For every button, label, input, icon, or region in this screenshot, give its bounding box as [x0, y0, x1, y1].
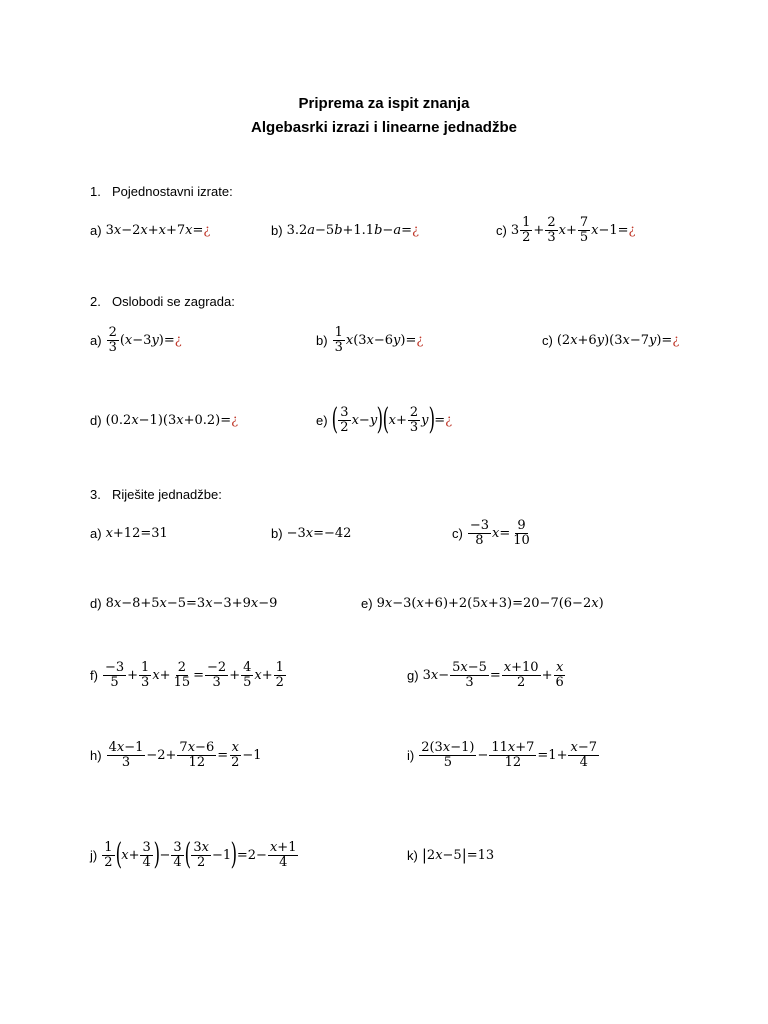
expression: 3.2 a −5 b +1.1 b − a = ¿	[286, 222, 419, 238]
problem-1c: c) 3 $\frac{1}{2}$ + $\frac{2}{3}$ x + $\frac{7}{5}$ x −1= ¿	[496, 214, 636, 245]
equation: 9 x −3( x +6)+2(5 x +3)=20−7(6−2 x )	[376, 595, 604, 611]
section-1-heading: 1. Pojednostavni izrate:	[90, 184, 233, 199]
worksheet-subtitle: Algebasrki izrazi i linearne jednadžbe	[251, 119, 517, 136]
section-3-heading: 3. Riješite jednadžbe:	[90, 487, 222, 502]
problem-3j: j) $\frac{1}{2}$ ( x + $\frac{3}{4}$ ) − $\frac{3}{4}$ ( $\frac{3x}{2}$ −1 ) =2− $\frac{x+1}{4}$	[90, 835, 299, 875]
equation: $\frac{-3}{5}$ + $\frac{1}{3}$ x + $\frac{2}{15}$ = $\frac{-2}{3}$ + $\frac{4}{5}$ x + $\frac{1}{2}$	[104, 659, 284, 690]
section-2-heading: 2. Oslobodi se zagrada:	[90, 294, 235, 309]
problem-3b: b) −3 x =−42	[271, 525, 352, 541]
equation: −3 x =−42	[286, 525, 352, 541]
problem-3e: e) 9 x −3( x +6)+2(5 x +3)=20−7(6−2 x )	[361, 595, 604, 611]
problem-2d: d) (0.2 x −1)(3 x +0.2)= ¿	[90, 412, 239, 428]
equation: 8 x −8+5 x −5=3 x −3+9 x −9	[105, 595, 278, 611]
problem-3h: h) $\frac{4x-1}{3}$ −2+ $\frac{7x-6}{12}$ = $\frac{x}{2}$ −1	[90, 739, 262, 770]
expression: (0.2 x −1)(3 x +0.2)= ¿	[105, 412, 239, 428]
problem-2e: e) ( $\frac{3}{2}$ x − y ) ( x + $\frac{2}{3}$ y ) = ¿	[316, 402, 453, 437]
expression: 3 $\frac{1}{2}$ + $\frac{2}{3}$ x + $\frac{7}{5}$ x −1= ¿	[510, 214, 636, 245]
problem-3f: f) $\frac{-3}{5}$ + $\frac{1}{3}$ x + $\frac{2}{15}$ = $\frac{-2}{3}$ + $\frac{4}{5}$ x + $\frac{1}{2}$	[90, 655, 287, 695]
problem-2c: c) (2 x +6 y )(3 x −7 y )= ¿	[542, 332, 680, 348]
expression: $\frac{1}{3}$ x (3 x −6 y )= ¿	[334, 324, 424, 355]
equation: $\frac{2(3x-1)}{5}$ − $\frac{11x+7}{12}$ =1+ $\frac{x-7}{4}$	[421, 739, 597, 770]
equation: | 2 x −5 | =13	[421, 845, 495, 864]
expression: ( $\frac{3}{2}$ x − y ) ( x + $\frac{2}{3}$ y ) = ¿	[331, 402, 453, 437]
expression: $\frac{2}{3}$ ( x −3 y )= ¿	[108, 324, 182, 355]
problem-3c: c) $\frac{-3}{8}$ x = $\frac{9}{10}$	[452, 513, 533, 553]
equation: $\frac{-3}{8}$ x = $\frac{9}{10}$	[469, 517, 530, 548]
problem-2b: b) $\frac{1}{3}$ x (3 x −6 y )= ¿	[316, 324, 424, 355]
problem-3k: k) | 2 x −5 | =13	[407, 845, 495, 864]
problem-3g: g) 3 x − $\frac{5x-5}{3}$ = $\frac{x+10}{2}$ + $\frac{x}{6}$	[407, 655, 567, 695]
problem-3i: i) $\frac{2(3x-1)}{5}$ − $\frac{11x+7}{12}$ =1+ $\frac{x-7}{4}$	[407, 735, 600, 775]
equation: x +12=31	[105, 525, 168, 541]
expression: (2 x +6 y )(3 x −7 y )= ¿	[556, 332, 680, 348]
equation: $\frac{1}{2}$ ( x + $\frac{3}{4}$ ) − $\frac{3}{4}$ ( $\frac{3x}{2}$ −1 ) =2− $\frac{x+1}{4}$	[104, 837, 297, 872]
problem-3a: a) x +12=31	[90, 525, 168, 541]
problem-1b: b) 3.2 a −5 b +1.1 b − a = ¿	[271, 222, 419, 238]
equation: 3 x − $\frac{5x-5}{3}$ = $\frac{x+10}{2}$ + $\frac{x}{6}$	[422, 659, 564, 690]
worksheet-title: Priprema za ispit znanja	[298, 95, 470, 112]
problem-1a: a) 3 x −2 x + x +7 x = ¿	[90, 222, 211, 238]
problem-2a: a) $\frac{2}{3}$ ( x −3 y )= ¿	[90, 324, 182, 355]
problem-3d: d) 8 x −8+5 x −5=3 x −3+9 x −9	[90, 595, 278, 611]
expression: 3 x −2 x + x +7 x = ¿	[105, 222, 211, 238]
equation: $\frac{4x-1}{3}$ −2+ $\frac{7x-6}{12}$ = $\frac{x}{2}$ −1	[108, 739, 262, 770]
